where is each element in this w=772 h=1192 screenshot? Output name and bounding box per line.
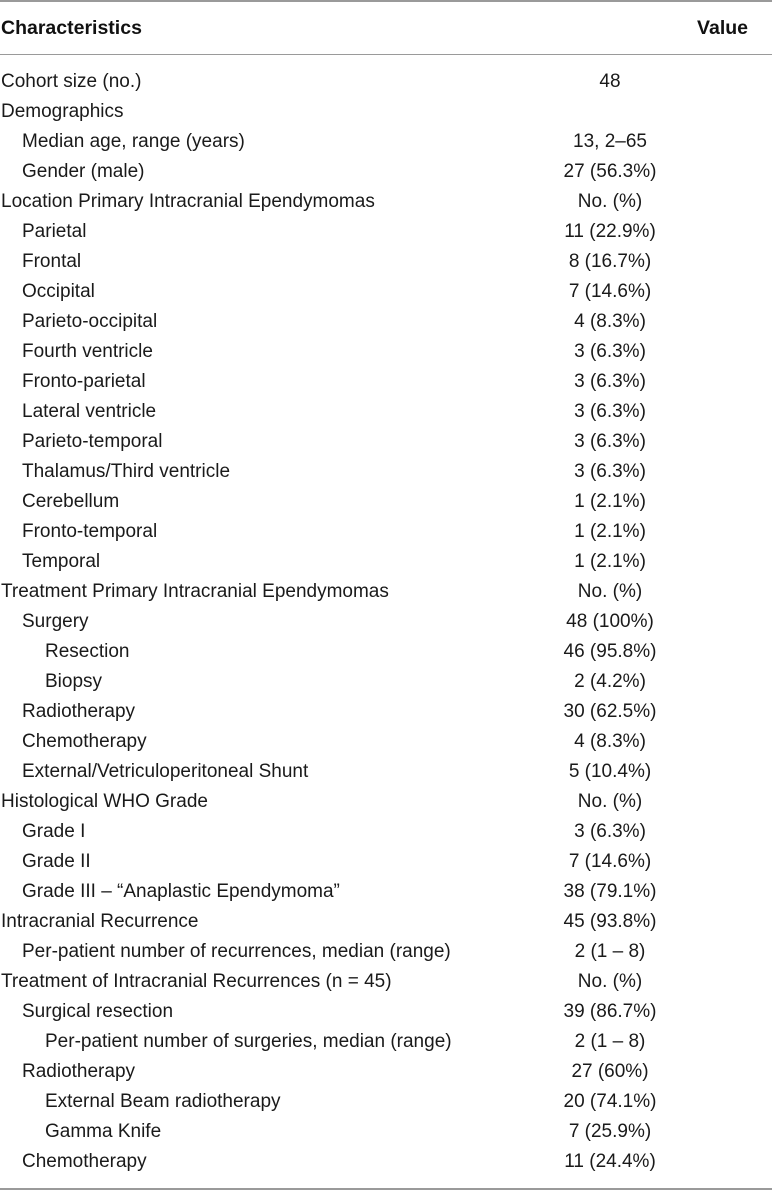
table-row — [0, 1057, 772, 1087]
table-row — [0, 397, 772, 427]
row-label: Surgery — [22, 611, 89, 632]
row-value: 13, 2–65 — [573, 131, 647, 152]
row-label: Surgical resection — [22, 1001, 174, 1022]
table-row — [0, 967, 772, 997]
table-row — [0, 787, 772, 817]
row-label: Location Primary Intracranial Ependymomas — [1, 191, 375, 212]
row-value: 1 (2.1%) — [574, 491, 646, 512]
table-row — [0, 997, 772, 1027]
table-row — [0, 937, 772, 967]
row-label: Fronto-temporal — [22, 521, 158, 542]
table-row — [0, 277, 772, 307]
table-row — [0, 757, 772, 787]
table-header-rule — [0, 54, 772, 55]
row-value: 20 (74.1%) — [563, 1091, 657, 1112]
column-header-characteristics: Characteristics — [1, 17, 142, 39]
table-bottom-rule — [0, 1188, 772, 1190]
row-label: Parietal — [22, 221, 87, 242]
row-label: Resection — [45, 641, 130, 662]
row-label: Chemotherapy — [22, 1151, 147, 1172]
row-label: Median age, range (years) — [22, 131, 245, 152]
row-value: No. (%) — [577, 191, 643, 212]
row-value: 7 (25.9%) — [568, 1121, 652, 1142]
row-value: 4 (8.3%) — [574, 731, 646, 752]
row-value: 3 (6.3%) — [574, 461, 646, 482]
row-label: Treatment Primary Intracranial Ependymomas — [1, 581, 389, 602]
row-value: 1 (2.1%) — [574, 551, 646, 572]
table-row — [0, 907, 772, 937]
row-label: External/Vetriculoperitoneal Shunt — [22, 761, 309, 782]
table-row — [0, 307, 772, 337]
table-body — [0, 67, 772, 1177]
row-label: Gamma Knife — [45, 1121, 162, 1142]
row-value: 1 (2.1%) — [574, 521, 646, 542]
row-value: 2 (1 – 8) — [574, 1031, 646, 1052]
row-label: Thalamus/Third ventricle — [22, 461, 231, 482]
row-value: 45 (93.8%) — [563, 911, 657, 932]
row-value: 3 (6.3%) — [574, 431, 646, 452]
row-label: Temporal — [22, 551, 101, 572]
row-label: Radiotherapy — [22, 1061, 136, 1082]
row-label: Occipital — [22, 281, 95, 302]
row-label: Cohort size (no.) — [1, 71, 142, 92]
table-row — [0, 217, 772, 247]
row-value: 2 (4.2%) — [574, 671, 646, 692]
table-row — [0, 457, 772, 487]
row-value: 7 (14.6%) — [568, 851, 652, 872]
row-label: Lateral ventricle — [22, 401, 157, 422]
row-label: Fronto-parietal — [22, 371, 146, 392]
row-value: 48 — [599, 71, 621, 92]
column-header-value: Value — [697, 17, 748, 39]
row-label: Grade II — [22, 851, 91, 872]
table-row — [0, 667, 772, 697]
table-row — [0, 187, 772, 217]
table-row — [0, 697, 772, 727]
table-row — [0, 727, 772, 757]
row-label: Frontal — [22, 251, 82, 272]
row-label: Per-patient number of surgeries, median (range) — [45, 1031, 452, 1052]
row-label: Biopsy — [45, 671, 103, 692]
row-label: Grade I — [22, 821, 86, 842]
row-label: Fourth ventricle — [22, 341, 153, 362]
table-row — [0, 817, 772, 847]
row-value: 48 (100%) — [566, 611, 654, 632]
row-value: 3 (6.3%) — [574, 821, 646, 842]
row-value: 8 (16.7%) — [568, 251, 652, 272]
table-row — [0, 427, 772, 457]
table-row — [0, 1027, 772, 1057]
row-label: Treatment of Intracranial Recurrences (n = 45) — [1, 971, 392, 992]
row-label: Radiotherapy — [22, 701, 136, 722]
row-value: 5 (10.4%) — [568, 761, 652, 782]
table-row — [0, 577, 772, 607]
row-label: Per-patient number of recurrences, median (range) — [22, 941, 451, 962]
table-row — [0, 157, 772, 187]
row-value: 4 (8.3%) — [574, 311, 646, 332]
table-row — [0, 337, 772, 367]
row-value: 39 (86.7%) — [563, 1001, 657, 1022]
table-row — [0, 547, 772, 577]
table-row — [0, 607, 772, 637]
table-row — [0, 877, 772, 907]
row-label: Parieto-occipital — [22, 311, 158, 332]
row-label: Gender (male) — [22, 161, 145, 182]
row-value: 30 (62.5%) — [563, 701, 657, 722]
table-row — [0, 1117, 772, 1147]
table-row — [0, 67, 772, 97]
table-top-rule — [0, 0, 772, 2]
row-value: 7 (14.6%) — [568, 281, 652, 302]
table-row — [0, 517, 772, 547]
row-label: Parieto-temporal — [22, 431, 163, 452]
row-value: 3 (6.3%) — [574, 341, 646, 362]
row-label: Chemotherapy — [22, 731, 147, 752]
row-label: Demographics — [1, 101, 124, 122]
table-row — [0, 127, 772, 157]
row-value: 11 (24.4%) — [564, 1151, 656, 1172]
table-row — [0, 247, 772, 277]
row-value: No. (%) — [577, 971, 643, 992]
row-value: No. (%) — [577, 791, 643, 812]
row-value: 38 (79.1%) — [563, 881, 657, 902]
table-row — [0, 97, 772, 127]
row-value: 27 (60%) — [571, 1061, 649, 1082]
row-value: 3 (6.3%) — [574, 371, 646, 392]
table-row — [0, 637, 772, 667]
table-row — [0, 1087, 772, 1117]
row-value: 27 (56.3%) — [563, 161, 657, 182]
row-label: External Beam radiotherapy — [45, 1091, 281, 1112]
row-label: Grade III – “Anaplastic Ependymoma” — [22, 881, 340, 902]
row-value: 11 (22.9%) — [564, 221, 656, 242]
table-row — [0, 1147, 772, 1177]
row-value: No. (%) — [577, 581, 643, 602]
row-label: Histological WHO Grade — [1, 791, 208, 812]
table-row — [0, 367, 772, 397]
row-label: Intracranial Recurrence — [1, 911, 199, 932]
row-value: 2 (1 – 8) — [574, 941, 646, 962]
row-value: 46 (95.8%) — [563, 641, 657, 662]
row-value: 3 (6.3%) — [574, 401, 646, 422]
row-label: Cerebellum — [22, 491, 120, 512]
table-row — [0, 847, 772, 877]
table-row — [0, 487, 772, 517]
